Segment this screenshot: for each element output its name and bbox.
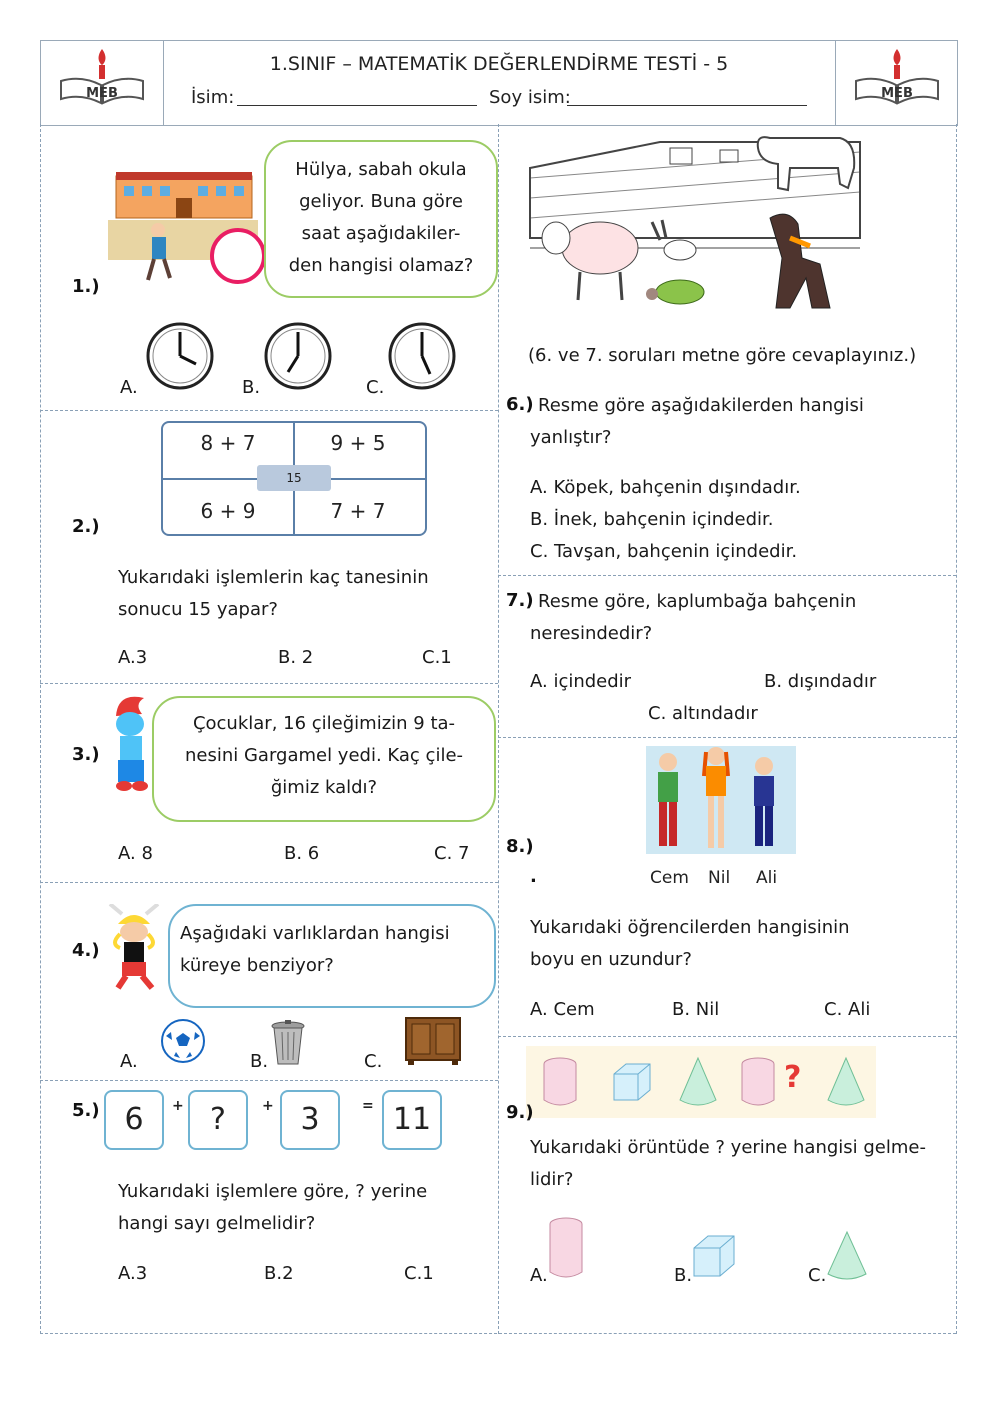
table-cell: 9 + 5 (330, 431, 386, 455)
header (40, 40, 958, 126)
question-text: Yukarıdaki işlemlerin kaç tanesinin (118, 567, 429, 588)
border-left (40, 124, 41, 1334)
option-c[interactable]: C. Ali (824, 999, 871, 1020)
clock-icon[interactable] (144, 320, 216, 392)
divider-q1 (40, 410, 498, 411)
svg-text:MEB: MEB (881, 86, 913, 101)
option-a[interactable]: A. Cem (530, 999, 595, 1020)
clock-icon[interactable] (386, 320, 458, 392)
question-number: 4.) (72, 940, 100, 961)
option-b[interactable]: B. 6 (284, 843, 320, 864)
bubble-line: Çocuklar, 16 çileğimizin 9 ta- (192, 713, 456, 734)
child-name: Ali (756, 868, 778, 888)
table-cell: 7 + 7 (330, 499, 386, 523)
speech-bubble (264, 140, 498, 298)
cylinder-icon (738, 1056, 778, 1108)
option-c[interactable]: C.1 (422, 647, 452, 668)
option-b[interactable]: B. (242, 377, 261, 398)
bubble-line: Aşağıdaki varlıklardan hangisi (180, 923, 450, 944)
divider-q4 (40, 1080, 498, 1081)
bubble-line: nesini Gargamel yedi. Kaç çile- (184, 745, 464, 766)
question-number: 7.) (506, 590, 534, 611)
child-name: Cem (650, 868, 689, 888)
option-c[interactable]: C. (364, 1051, 383, 1072)
missing-shape-mark: ? (784, 1060, 802, 1095)
trash-bin-icon[interactable] (270, 1020, 306, 1066)
intro-text: (6. ve 7. soruları metne göre cevaplayınız.) (528, 345, 917, 366)
cabinet-icon[interactable] (404, 1016, 462, 1066)
turtle-icon (646, 280, 704, 304)
soccer-ball-icon[interactable] (160, 1018, 206, 1064)
question-number: 6.) (506, 394, 534, 415)
question-text: Yukarıdaki örüntüde ? yerine hangisi gelme- (530, 1137, 926, 1158)
question-number: 3.) (72, 744, 100, 765)
divider-q8 (498, 1036, 956, 1037)
cube-icon (610, 1060, 654, 1104)
question-text: sonucu 15 yapar? (118, 599, 278, 620)
target-value: 15 (257, 465, 331, 491)
divider-q2 (40, 683, 498, 684)
question-text: Yukarıdaki işlemlere göre, ? yerine (118, 1181, 428, 1202)
smurf-illustration (108, 692, 158, 794)
option-c[interactable]: C. 7 (434, 843, 470, 864)
result-box: 11 (382, 1090, 442, 1150)
cone-icon[interactable] (824, 1228, 870, 1284)
dog-icon (770, 214, 830, 308)
sheep-icon (542, 222, 638, 300)
speech-bubble (152, 696, 496, 822)
surname-label: Soy isim: (489, 87, 571, 108)
question-number: 2.) (72, 516, 100, 537)
question-text: yanlıştır? (530, 427, 612, 448)
option-a[interactable]: A. (120, 377, 138, 398)
unknown-box: ? (188, 1090, 248, 1150)
option-b[interactable]: B. Nil (672, 999, 720, 1020)
meb-logo-right (835, 41, 958, 125)
pattern-strip (526, 1046, 876, 1118)
table-cell: 8 + 7 (200, 431, 256, 455)
school-girl-illustration (108, 170, 268, 288)
question-text: Yukarıdaki öğrencilerden hangisinin (530, 917, 850, 938)
plus-sign: + (172, 1098, 184, 1114)
cow-icon (758, 137, 854, 190)
option-c[interactable]: C. (808, 1265, 827, 1286)
column-divider (498, 124, 499, 1334)
option-b[interactable]: B. dışındadır (764, 671, 877, 692)
bubble-line: saat aşağıdakiler- (301, 223, 461, 244)
meb-logo-left (41, 41, 164, 125)
clock-icon[interactable] (262, 320, 334, 392)
question-text: neresindedir? (530, 623, 653, 644)
question-number: 9.) (506, 1102, 534, 1123)
option-a[interactable]: A.3 (118, 1263, 148, 1284)
svg-text:MEB: MEB (86, 86, 118, 101)
bubble-line: ğimiz kaldı? (270, 777, 378, 798)
page-title: 1.SINIF – MATEMATİK DEĞERLENDİRME TESTİ - 5 (269, 53, 729, 75)
option-b[interactable]: B. İnek, bahçenin içindedir. (530, 509, 774, 530)
farm-illustration (520, 128, 880, 316)
speech-bubble (168, 904, 496, 1008)
bubble-line: den hangisi olamaz? (288, 255, 474, 276)
option-b[interactable]: B. (674, 1265, 693, 1286)
option-a[interactable]: A. (530, 1265, 548, 1286)
plus-sign: + (262, 1098, 274, 1114)
children-illustration (646, 746, 796, 854)
asterix-illustration (100, 904, 174, 992)
cone-icon (824, 1054, 868, 1110)
divider-q7 (498, 737, 956, 738)
surname-field[interactable] (567, 105, 807, 106)
question-text: Resme göre, kaplumbağa bahçenin (538, 591, 857, 612)
equals-sign: = (362, 1098, 374, 1114)
option-c[interactable]: C. (366, 377, 385, 398)
bubble-line: geliyor. Buna göre (299, 191, 463, 212)
child-name: Nil (708, 868, 731, 888)
question-number: 5.) (72, 1100, 100, 1121)
divider-q6 (498, 575, 956, 576)
dot-mark: . (530, 866, 537, 887)
cylinder-icon (540, 1056, 580, 1108)
number-box: 3 (280, 1090, 340, 1150)
cylinder-icon[interactable] (546, 1216, 586, 1282)
addition-table (161, 421, 427, 536)
meb-logo-icon (41, 41, 163, 125)
number-box: 6 (104, 1090, 164, 1150)
question-text: lidir? (530, 1169, 574, 1190)
meb-logo-icon (836, 41, 958, 125)
cube-icon[interactable] (690, 1232, 738, 1280)
small-goat-icon (670, 148, 738, 164)
divider-q3 (40, 882, 498, 883)
border-bottom (40, 1333, 956, 1334)
option-b[interactable]: B. 2 (278, 647, 314, 668)
name-label: İsim: (191, 87, 235, 108)
option-c[interactable]: C. altındadır (648, 703, 758, 724)
question-number: 1.) (72, 276, 100, 297)
option-a[interactable]: A. içindedir (530, 671, 632, 692)
border-right (956, 124, 957, 1334)
option-c[interactable]: C.1 (404, 1263, 434, 1284)
question-number: 8.) (506, 836, 534, 857)
question-text: Resme göre aşağıdakilerden hangisi (538, 395, 864, 416)
name-field[interactable] (237, 105, 477, 106)
table-cell: 6 + 9 (200, 499, 256, 523)
rabbit-icon (652, 220, 696, 260)
option-a[interactable]: A. Köpek, bahçenin dışındadır. (530, 477, 801, 498)
bubble-line: Hülya, sabah okula (295, 159, 467, 180)
option-b[interactable]: B.2 (264, 1263, 294, 1284)
option-a[interactable]: A.3 (118, 647, 148, 668)
bubble-line: küreye benziyor? (180, 955, 334, 976)
question-text: hangi sayı gelmelidir? (118, 1213, 316, 1234)
option-b[interactable]: B. (250, 1051, 269, 1072)
option-c[interactable]: C. Tavşan, bahçenin içindedir. (530, 541, 798, 562)
option-a[interactable]: A. 8 (118, 843, 153, 864)
cone-icon (676, 1054, 720, 1110)
question-text: boyu en uzundur? (530, 949, 692, 970)
option-a[interactable]: A. (120, 1051, 138, 1072)
